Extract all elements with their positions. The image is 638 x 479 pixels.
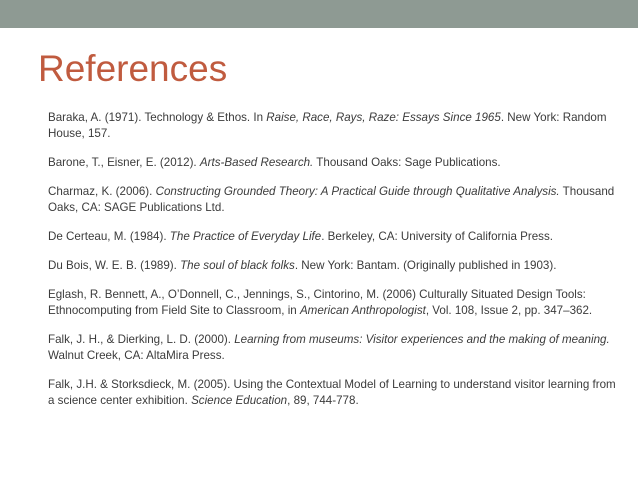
reference-item: Charmaz, K. (2006). Constructing Grounded Theory: A Practical Guide through Qualitative Analysis. Thousand Oaks, CA: SAGE Publications Ltd. <box>48 185 615 214</box>
reference-item: Eglash, R. Bennett, A., O’Donnell, C., Jennings, S., Cintorino, M. (2006) Culturally Situated Design Tools: Ethnocomputing from Field Site to Classroom, in American Anthropologist, Vol. 108, Issue 2, pp. 347–362. <box>48 288 593 317</box>
reference-list <box>48 110 618 422</box>
reference-item: De Certeau, M. (1984). The Practice of Everyday Life. Berkeley, CA: University of California Press. <box>48 230 553 243</box>
reference-item: Falk, J. H., & Dierking, L. D. (2000). Learning from museums: Visitor experiences and the making of meaning. Walnut Creek, CA: AltaMira Press. <box>48 333 610 362</box>
slide-title: References <box>38 48 228 89</box>
reference-item: Baraka, A. (1971). Technology & Ethos. In Raise, Race, Rays, Raze: Essays Since 1965. New York: Random House, 157. <box>48 111 607 140</box>
reference-item: Du Bois, W. E. B. (1989). The soul of black folks. New York: Bantam. (Originally published in 1903). <box>48 259 557 272</box>
reference-item: Barone, T., Eisner, E. (2012). Arts-Based Research. Thousand Oaks: Sage Publications. <box>48 156 501 169</box>
reference-item: Falk, J.H. & Storksdieck, M. (2005). Using the Contextual Model of Learning to understand visitor learning from a science center exhibition. Science Education, 89, 744-778. <box>48 378 616 407</box>
top-bar <box>0 0 638 28</box>
